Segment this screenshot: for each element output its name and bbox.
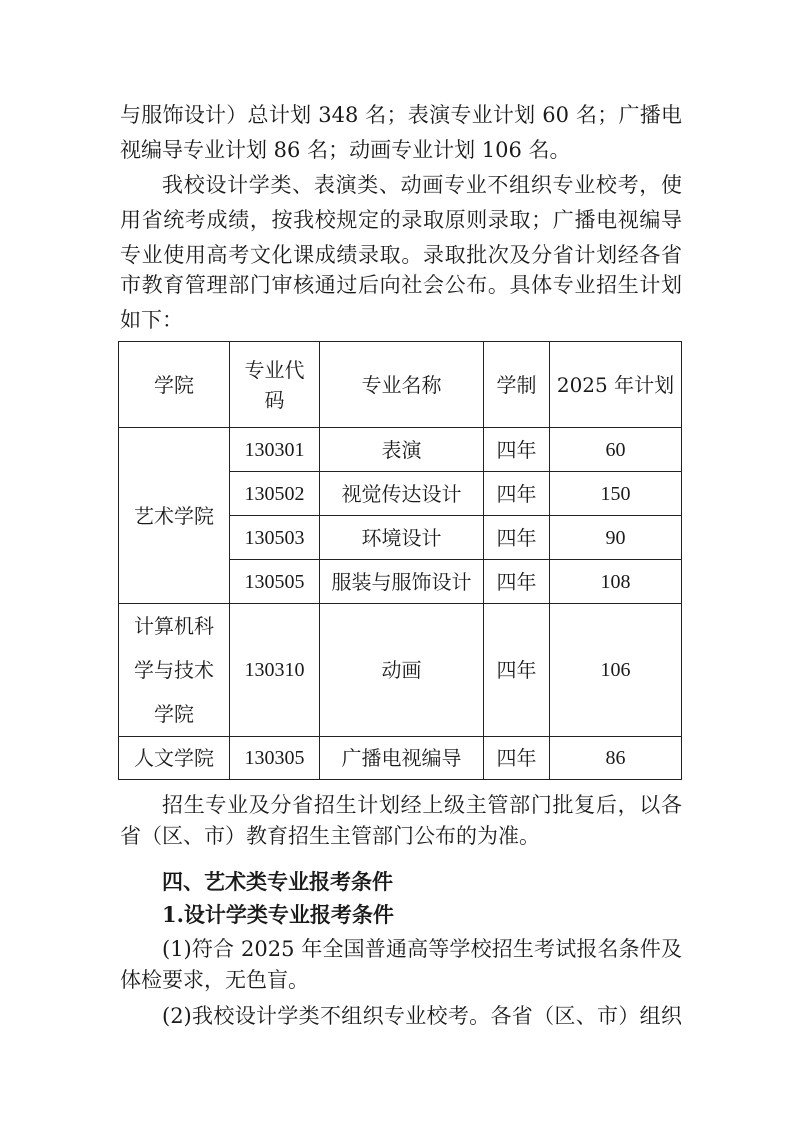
header-plan: 2025 年计划 xyxy=(550,342,682,428)
plan-count: 106 xyxy=(550,604,682,737)
paragraph-2-line-3: 专业使用高考文化课成绩录取。录取批次及分省计划经各省 xyxy=(120,243,682,267)
table-row xyxy=(119,737,682,780)
intro-line-2: 视编导专业计划 86 名；动画专业计划 106 名。 xyxy=(120,138,571,162)
table-header-row xyxy=(119,342,682,428)
major-code: 130301 xyxy=(230,428,320,472)
paragraph-2-line-2: 用省统考成绩，按我校规定的录取原则录取；广播电视编导 xyxy=(120,208,682,232)
major-name: 视觉传达设计 xyxy=(320,472,484,516)
duration: 四年 xyxy=(484,516,550,560)
major-code: 130310 xyxy=(230,604,320,737)
college-art: 艺术学院 xyxy=(119,428,230,604)
plan-count: 150 xyxy=(550,472,682,516)
duration: 四年 xyxy=(484,472,550,516)
plan-count: 60 xyxy=(550,428,682,472)
paragraph-2-line-5: 如下： xyxy=(120,308,183,332)
college-cs: 计算机科 学与技术 学院 xyxy=(119,604,230,737)
paragraph-2-line-1: 我校设计学类、表演类、动画专业不组织专业校考，使 xyxy=(162,173,682,197)
college-humanities: 人文学院 xyxy=(119,737,230,780)
header-code: 专业代 码 xyxy=(230,342,320,428)
major-code: 130502 xyxy=(230,472,320,516)
paragraph-2-line-4: 市教育管理部门审核通过后向社会公布。具体专业招生计划 xyxy=(120,273,682,297)
duration: 四年 xyxy=(484,560,550,604)
major-code: 130503 xyxy=(230,516,320,560)
plan-count: 90 xyxy=(550,516,682,560)
major-name: 动画 xyxy=(320,604,484,737)
plan-count: 108 xyxy=(550,560,682,604)
enrollment-plan-table xyxy=(118,341,682,780)
header-college: 学院 xyxy=(119,342,230,428)
major-name: 环境设计 xyxy=(320,516,484,560)
major-name: 广播电视编导 xyxy=(320,737,484,780)
duration: 四年 xyxy=(484,428,550,472)
major-code: 130505 xyxy=(230,560,320,604)
major-name: 服装与服饰设计 xyxy=(320,560,484,604)
plan-count: 86 xyxy=(550,737,682,780)
note-line-1: 招生专业及分省招生计划经上级主管部门批复后，以各 xyxy=(162,793,682,817)
table-row xyxy=(119,604,682,737)
item-2-line-1: (2)我校设计学类不组织专业校考。各省（区、市）组织 xyxy=(162,1004,682,1028)
item-1-line-2: 体检要求，无色盲。 xyxy=(120,968,309,992)
table-row xyxy=(119,428,682,472)
major-code: 130305 xyxy=(230,737,320,780)
duration: 四年 xyxy=(484,737,550,780)
major-name: 表演 xyxy=(320,428,484,472)
subsection-1-heading: 1.设计学类专业报考条件 xyxy=(162,902,394,927)
note-line-2: 省（区、市）教育招生主管部门公布的为准。 xyxy=(120,824,540,848)
item-1-line-1: (1)符合 2025 年全国普通高等学校招生考试报名条件及 xyxy=(162,937,682,961)
intro-line-1: 与服饰设计）总计划 348 名；表演专业计划 60 名；广播电 xyxy=(120,103,682,127)
header-major: 专业名称 xyxy=(320,342,484,428)
duration: 四年 xyxy=(484,604,550,737)
section-4-heading: 四、艺术类专业报考条件 xyxy=(162,869,393,894)
header-duration: 学制 xyxy=(484,342,550,428)
